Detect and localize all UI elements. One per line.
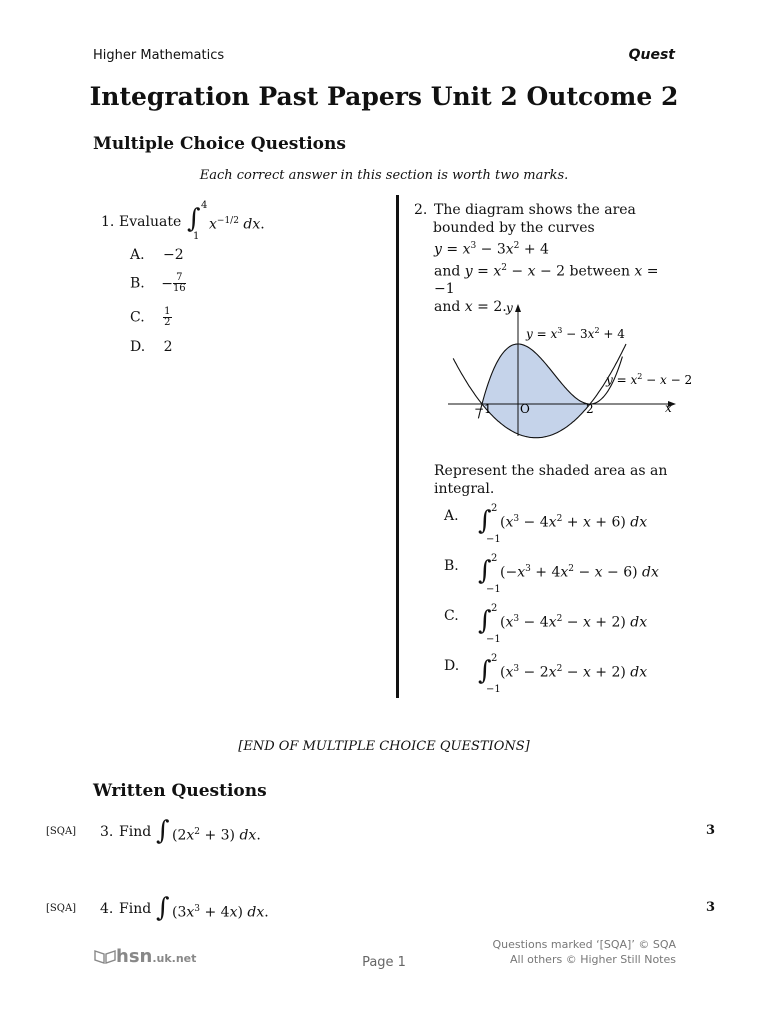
q2-option-b-letter: B. [444,558,459,574]
q1-upper-limit: 4 [201,200,208,211]
q3-integral-sign: ∫ [156,816,170,846]
q2-number: 2. [414,202,428,218]
q2-option-c-lower: −1 [486,634,501,645]
q2-option-a-integral-sign: ∫ [478,506,492,536]
q2-curve-2: and $y = x^2 - x - 2$ between x = −1 [434,262,659,298]
q1-text: Evaluate [119,214,182,230]
q3-marks: 3 [706,823,716,838]
q2-option-c-expression: $(x^3 - 4x^2 - x + 2)$ dx [500,614,648,631]
q2-option-c-integral-sign: ∫ [478,606,492,636]
q2-option-a-letter: A. [444,508,459,524]
q2-option-a-upper: 2 [491,503,498,514]
q4-sqa-tag: [SQA] [46,903,77,914]
q2-option-d-lower: −1 [486,684,501,695]
q1-option-b[interactable] [130,273,186,294]
parabola-label: $y = x^2 - x - 2$ [606,372,693,387]
q2-option-d[interactable] [444,658,459,674]
footer-credits [492,937,676,967]
cubic-label: $y = x^3 - 3x^2 + 4$ [526,326,625,341]
logo-suffix: .uk.net [152,952,197,965]
q2-option-d-expression: $(x^3 - 2x^2 - x + 2)$ dx [500,664,648,681]
q1-option-c-letter: C. [130,309,145,326]
end-mc-marker: [END OF MULTIPLE CHOICE QUESTIONS] [238,739,530,754]
q2-curve-1: $y = x^3 - 3x^2 + 4$ [434,241,549,258]
q2-option-a-lower: −1 [486,534,501,545]
x-axis-label: x [665,401,672,415]
y-axis-label: y [506,301,513,315]
q1-option-a-value: −2 [163,247,184,263]
q4-integrand: $(3x^3 + 4x)$ dx. [172,904,269,921]
q2-option-c-upper: 2 [491,603,498,614]
q2-option-b-integral-sign: ∫ [478,556,492,586]
q2-prompt-line-2: integral. [434,481,495,497]
q2-prompt [434,462,694,498]
q1-option-d[interactable] [130,339,173,355]
q4-text: Find [119,901,152,917]
q2-line-1: The diagram shows the area [434,202,636,218]
q2-option-d-upper: 2 [491,653,498,664]
q2-diagram [440,296,720,456]
header-right: Quest [628,47,675,63]
q1-option-d-value: 2 [163,339,173,355]
q1-option-c-fraction: $\frac{1}{2}$ [164,306,171,328]
tick-neg-one: −1 [474,402,492,416]
mc-heading: Multiple Choice Questions [93,134,346,154]
q1-number: 1. [101,214,115,230]
header-left: Higher Mathematics [93,48,225,63]
q2-option-b-lower: −1 [486,584,501,595]
q2-option-b-upper: 2 [491,553,498,564]
mc-note: Each correct answer in this section is worth two marks. [199,168,569,183]
q4-number: 4. [100,901,114,917]
written-heading: Written Questions [93,781,267,801]
q4-integral-sign: ∫ [156,893,170,923]
q2-option-b-expression: $(-x^3 + 4x^2 - x - 6)$ dx [500,564,659,581]
q2-option-a-expression: $(x^3 - 4x^2 + x + 6)$ dx [500,514,648,531]
origin-label: O [520,402,530,416]
q2-option-d-letter: D. [444,658,460,674]
q1-option-a[interactable] [130,247,184,263]
q3-sqa-tag: [SQA] [46,826,77,837]
q1-option-c[interactable] [130,307,172,328]
q2-option-d-integral-sign: ∫ [478,656,492,686]
q1-option-d-letter: D. [130,339,146,355]
q3-integrand: $(2x^2 + 3)$ dx. [172,827,261,844]
q1-integrand: $x^{-1/2}$ dx. [209,216,265,233]
q1-option-b-letter: B. [130,275,145,292]
logo-text: hsn [116,946,153,967]
credit-hsn: All others © Higher Still Notes [510,953,676,966]
q1-option-b-sign: − [161,275,173,292]
q3-number: 3. [100,824,114,840]
q2-prompt-line-1: Represent the shaded area as an [434,463,668,479]
q2-curve-3: and x = 2. [434,299,507,316]
q1-integral-sign: ∫ [187,204,201,234]
q4-marks: 3 [706,900,716,915]
q1-lower-limit: 1 [193,231,200,242]
page-title: Integration Past Papers Unit 2 Outcome 2 [89,82,679,111]
y-axis-arrow [515,304,521,312]
q2-line-2: bounded by the curves [433,220,595,236]
q1-option-a-letter: A. [130,247,145,263]
credit-sqa: Questions marked ‘[SQA]’ © SQA [492,938,676,951]
q2-option-c[interactable] [444,608,459,624]
q2-option-b[interactable] [444,558,459,574]
shaded-area [482,344,590,438]
q2-option-a[interactable] [444,508,459,524]
column-divider [396,195,399,698]
q3-text: Find [119,824,152,840]
q2-option-c-letter: C. [444,608,459,624]
page-number: Page 1 [362,955,406,970]
tick-two: 2 [586,402,594,416]
q1-option-b-fraction: $\frac{7}{16}$ [172,272,186,294]
